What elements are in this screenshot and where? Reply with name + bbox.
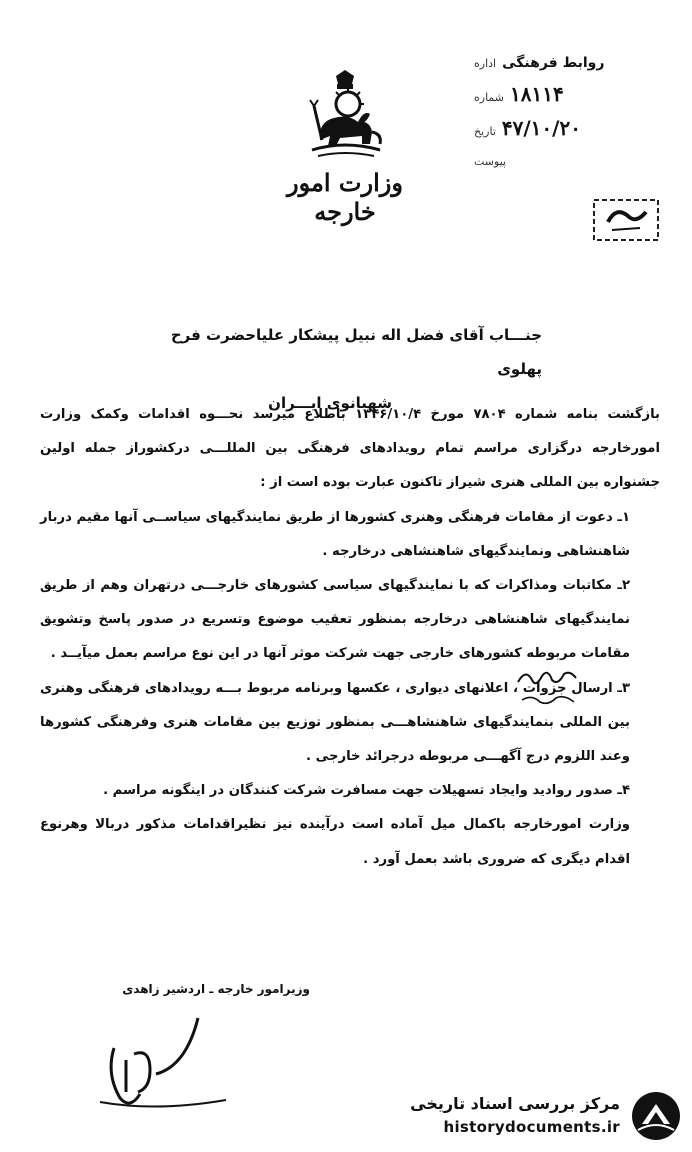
body-item-3: ۳ـ ارسال جزوات ، اعلانهای دیواری ، عکسها وبرنامه مربوط بـــه رویدادهای فرهنگی وهنری بین المللی بنمایندگیهای شاهنشاهـــی بمنظور توزیع بین مقامات هنری وفرهنگی کشورها وعند اللزوم درج آگهـــی مربوطه درجرائد خارجی . [40,680,630,765]
body-item-4: ۴ـ صدور روادید وایجاد تسهیلات جهت مسافرت شرکت کنندگان در اینگونه مراسم . [103,783,630,799]
date-row [474,113,674,147]
number-label: شماره [474,91,505,104]
department-label: اداره [474,57,497,70]
department-value: روابط فرهنگی [502,55,605,71]
archive-url: historydocuments.ir [443,1118,620,1136]
archive-name: مرکز بررسی اسناد تاریخی [410,1094,620,1113]
archive-footer [400,1088,690,1144]
department-row [474,48,674,79]
date-value: ۴۷/۱۰/۲۰ [501,116,581,140]
lion-and-sun-emblem-icon [300,70,390,165]
handwritten-margin-note [512,664,582,710]
addressee-line-2: شهبانوی ایـــران [268,394,392,412]
body-item-1: ۱ـ دعوت از مقامات فرهنگی وهنری کشورها از طریق نمایندگیهای سیاســی آنها مقیم دربار شاهنشاهی ونمایندگیهای شاهنشاهی درخارجه . [40,509,630,559]
registry-stamp-icon [592,196,660,244]
addressee-line-1: جنـــاب آقای فضل اله نبیل پیشکار علیاحضرت فرح پهلوی [170,326,542,378]
ministry-title: وزارت امور خارجه [287,168,403,226]
signoff-line: وزیرامور خارجه ـ اردشیر زاهدی [122,982,310,996]
attachment-row [474,147,674,177]
date-label: تاریخ [474,125,496,138]
letter-metadata [474,48,674,177]
number-value: ۱۸۱۱۴ [510,82,564,106]
attachment-label: پیوست [474,155,507,168]
letter-body [40,398,660,877]
body-intro: بازگشت بنامه شماره ۷۸۰۴ مورخ ۱۳۴۶/۱۰/۴ باطلاع میرسد نحـــوه اقدامات وکمک وزارت امورخارجه درگزاری مراسم تمام رویدادهای فرهنگی بین المللـــی درکشوراز جمله اولین جشنواره بین المللی هنری شیراز تاکنون عبارت بوده است از : [40,407,660,491]
body-item-2: ۲ـ مکاتبات ومذاکرات که با نمایندگیهای سیاسی کشورهای خارجـــی درتهران وهم از طریق نمایندگیهای شاهنشاهی درخارجه بمنظور تعقیب موضوع وتسریع در صدور پاسخ وتشویق مقامات مربوطه کشورهای خارجی جهت شرکت موثر آنها در این نوع مراسم بعمل میآیــد . [40,578,630,662]
archive-logo-icon [628,1090,684,1142]
handwritten-signature [96,1004,236,1114]
number-row [474,79,674,113]
body-closing: وزارت امورخارجه باکمال میل آماده است درآینده نیز نظیراقدامات مذکور دربالا وهرنوع اقدام دیگری که ضروری باشد بعمل آورد . [40,817,630,867]
